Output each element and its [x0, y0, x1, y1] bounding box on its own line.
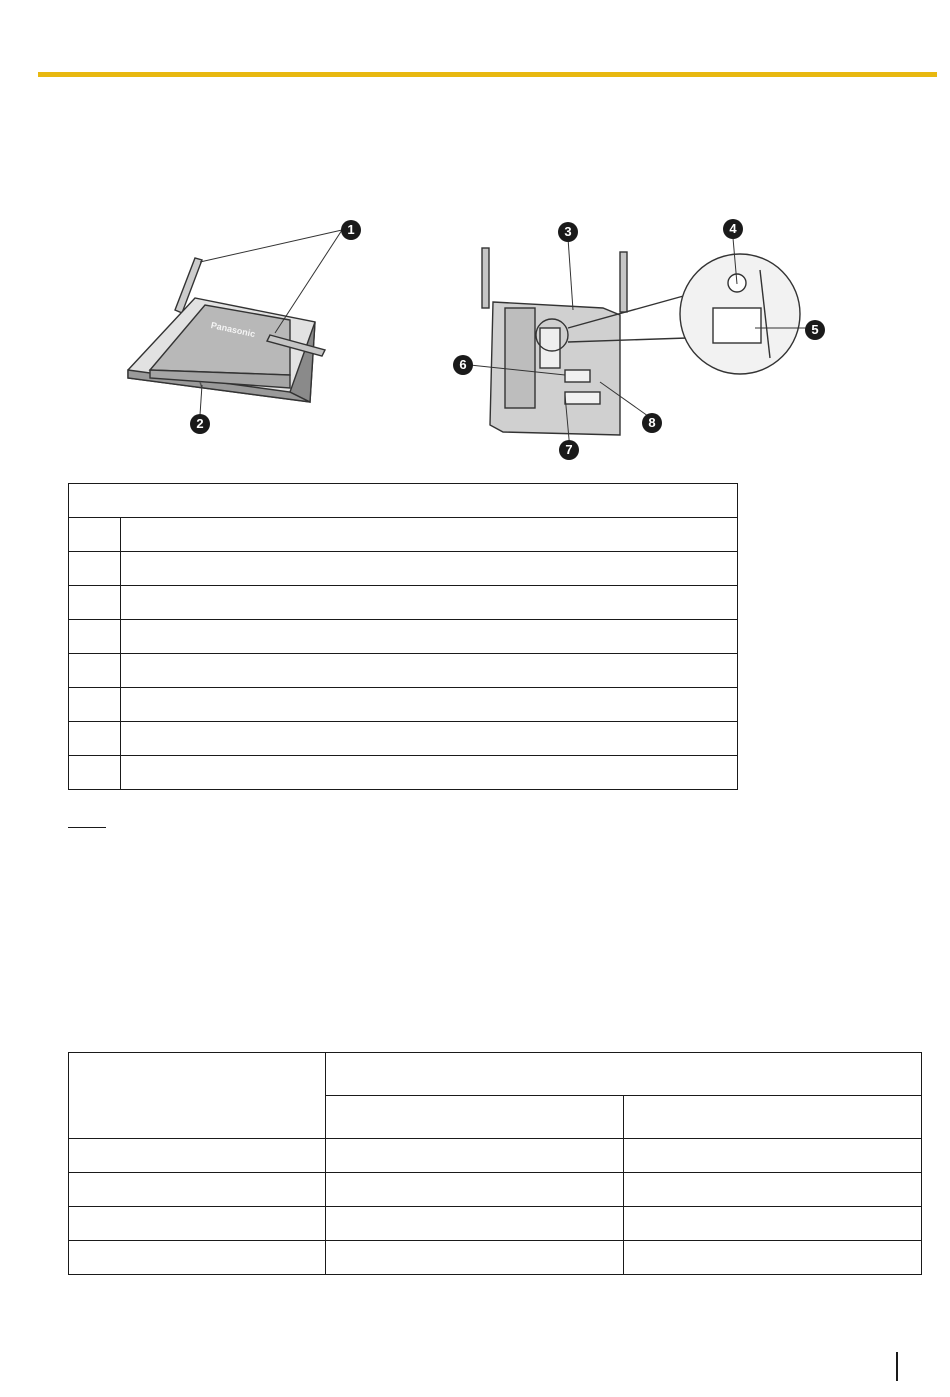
table-cell [69, 1241, 326, 1275]
table-row [69, 620, 738, 654]
table-cell [121, 722, 738, 756]
table-cell [326, 1053, 922, 1096]
table-row [69, 518, 738, 552]
callout-6: 6 [453, 355, 473, 375]
table-header-row [69, 484, 738, 518]
spec-table [68, 1052, 922, 1275]
table-row [69, 756, 738, 790]
table-cell [326, 1139, 624, 1173]
product-illustration [110, 210, 840, 465]
table-row [69, 722, 738, 756]
table-cell [69, 756, 121, 790]
table-cell [69, 688, 121, 722]
table-cell [121, 552, 738, 586]
cell-station-drawing [110, 210, 840, 465]
table-cell [121, 518, 738, 552]
table-row [69, 1207, 922, 1241]
callout-7: 7 [559, 440, 579, 460]
table-cell [69, 654, 121, 688]
brand-label: Panasonic [210, 320, 257, 340]
table-cell [69, 620, 121, 654]
table-header-row [69, 1053, 922, 1096]
table-row [69, 688, 738, 722]
leader-line [275, 230, 342, 333]
back-view [482, 248, 687, 435]
callout-1: 1 [341, 220, 361, 240]
leader-line [568, 238, 573, 310]
table-cell [624, 1139, 922, 1173]
table-row [69, 1139, 922, 1173]
table-cell [69, 518, 121, 552]
table-cell [69, 484, 738, 518]
header-rule [38, 72, 937, 77]
table-cell [624, 1096, 922, 1139]
table-cell [624, 1173, 922, 1207]
leader-line [200, 385, 202, 415]
table-cell [69, 1207, 326, 1241]
table-cell [121, 688, 738, 722]
table-cell [121, 620, 738, 654]
parts-table [68, 483, 738, 790]
table-cell [69, 552, 121, 586]
page-number-marker [896, 1352, 898, 1381]
table-cell [69, 586, 121, 620]
leader-line [200, 230, 342, 262]
table-cell [326, 1173, 624, 1207]
table-row [69, 1173, 922, 1207]
table-cell [624, 1241, 922, 1275]
table-cell [624, 1207, 922, 1241]
table-row [69, 586, 738, 620]
callout-2: 2 [190, 414, 210, 434]
table-cell [121, 756, 738, 790]
table-cell [121, 654, 738, 688]
table-cell [326, 1207, 624, 1241]
table-row [69, 1241, 922, 1275]
table-cell [121, 586, 738, 620]
callout-4: 4 [723, 219, 743, 239]
table-row [69, 552, 738, 586]
table-cell [69, 722, 121, 756]
callout-3: 3 [558, 222, 578, 242]
callout-5: 5 [805, 320, 825, 340]
note-underline [68, 827, 106, 828]
table-cell [69, 1173, 326, 1207]
callout-8: 8 [642, 413, 662, 433]
table-cell [69, 1139, 326, 1173]
detail-zoom [680, 254, 800, 374]
table-cell [326, 1241, 624, 1275]
table-row [69, 654, 738, 688]
table-cell [326, 1096, 624, 1139]
table-cell [69, 1053, 326, 1139]
